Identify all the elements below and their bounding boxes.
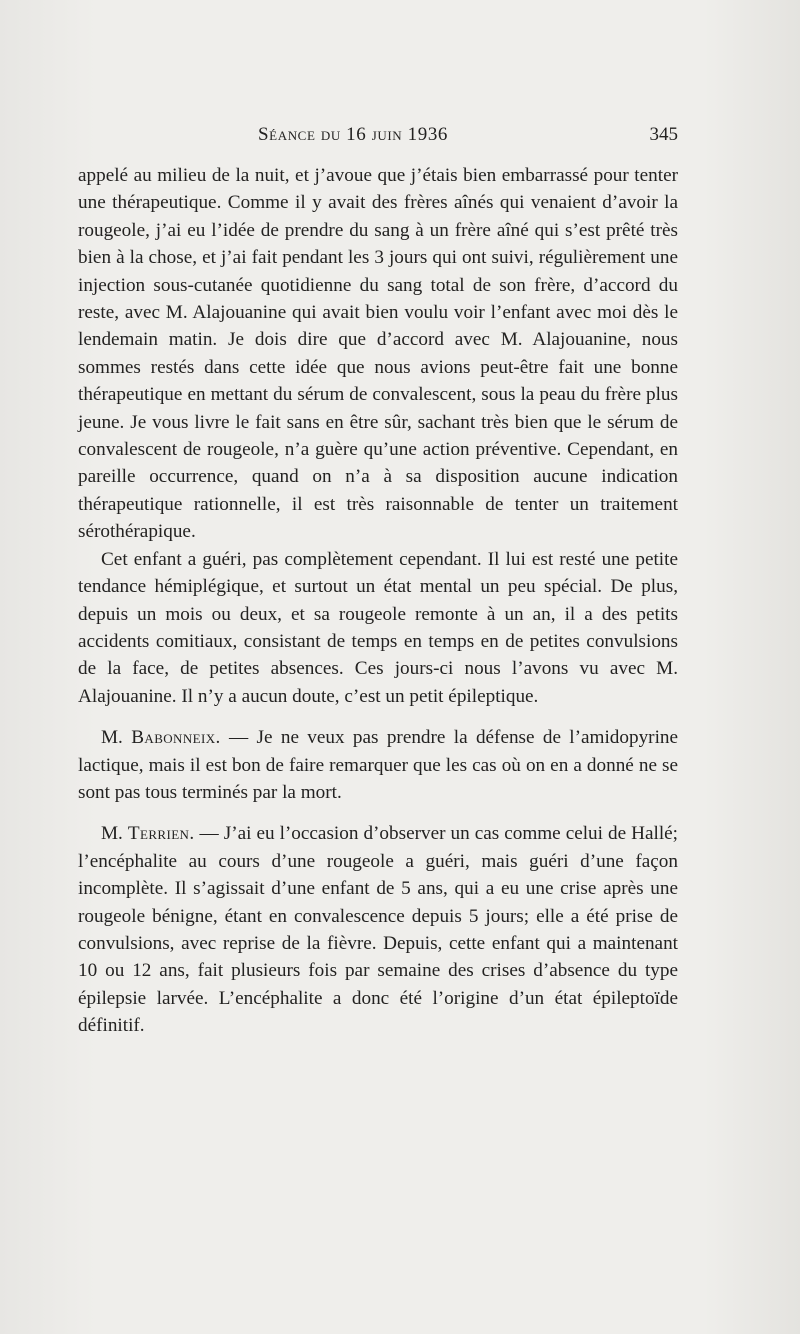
body-text: [78, 162, 678, 1040]
page-header: [78, 124, 678, 154]
page-number: 345: [649, 124, 678, 145]
paragraph-text: — J’ai eu l’occasion d’observer un cas comme celui de Hallé; l’encéphalite au cours d’une rougeole a guéri, mais guéri d’une façon incomplète. Il s’agissait d’une enfant de 5 ans, qui a eu une crise après une rougeole bénigne, étant en convalescence depuis 5 jours; elle a été prise de convulsions, avec reprise de la fièvre. Depuis, cette enfant qui a maintenant 10 ou 12 ans, fait plusieurs fois par semaine des crises d’absence du type épilepsie larvée. L’encéphalite a donc été l’origine d’un état épileptoïde définitif.: [78, 823, 678, 1037]
paragraph-text: appelé au milieu de la nuit, et j’avoue que j’étais bien embarrassé pour tenter une thérapeutique. Comme il y avait des frères aînés qui venaient d’avoir la rougeole, j’ai eu l’idée de prendre du sang à un frère aîné qui s’est prêté très bien à la chose, et j’ai fait pendant les 3 jours qui ont suivi, régulièrement une injection sous-cutanée quotidienne du sang total de son frère, d’accord du reste, avec M. Alajouanine qui avait bien voulu voir l’enfant avec moi dès le lendemain matin. Je dois dire que d’accord avec M. Alajouanine, nous sommes restés dans cette idée que nous avions peut-être fait une bonne thérapeutique en mettant du sérum de convalescent, sous la peau du frère plus jeune. Je vous livre le fait sans en être sûr, sachant très bien que le sérum de convalescent de rougeole, n’a guère qu’une action préventive. Cependant, en pareille occurrence, quand on n’a à sa disposition aucune indication thérapeutique rationnelle, il est très raisonnable de tenter un traitement sérothérapique.: [78, 165, 678, 543]
paragraph-text: — Je ne veux pas prendre la défense de l’amidopyrine lactique, mais il est bon de faire remarquer que les cas où on en a donné ne se sont pas tous terminés par la mort.: [78, 727, 679, 803]
paragraph-terrien: [78, 820, 678, 1039]
speaker-prefix: M.: [101, 823, 128, 845]
paragraph: [78, 546, 678, 710]
paragraph-text: Cet enfant a guéri, pas complètement cependant. Il lui est resté une petite tendance hémiplégique, et surtout un état mental un peu spécial. De plus, depuis un mois ou deux, et sa rougeole remonte à un an, il a des petits accidents comitiaux, consistant de temps en temps en de petites convulsions de la face, de petites absences. Ces jours-ci nous l’avons vu avec M. Alajouanine. Il n’y a aucun doute, c’est un petit épileptique.: [78, 548, 678, 707]
speaker-name: Terrien.: [127, 823, 195, 845]
speaker-prefix: M.: [101, 727, 132, 749]
paragraph-babonneix: [78, 724, 678, 806]
speaker-name: Babonneix.: [131, 727, 221, 749]
paragraph-continued: [78, 162, 678, 546]
running-title: Séance du 16 juin 1936: [258, 124, 449, 145]
